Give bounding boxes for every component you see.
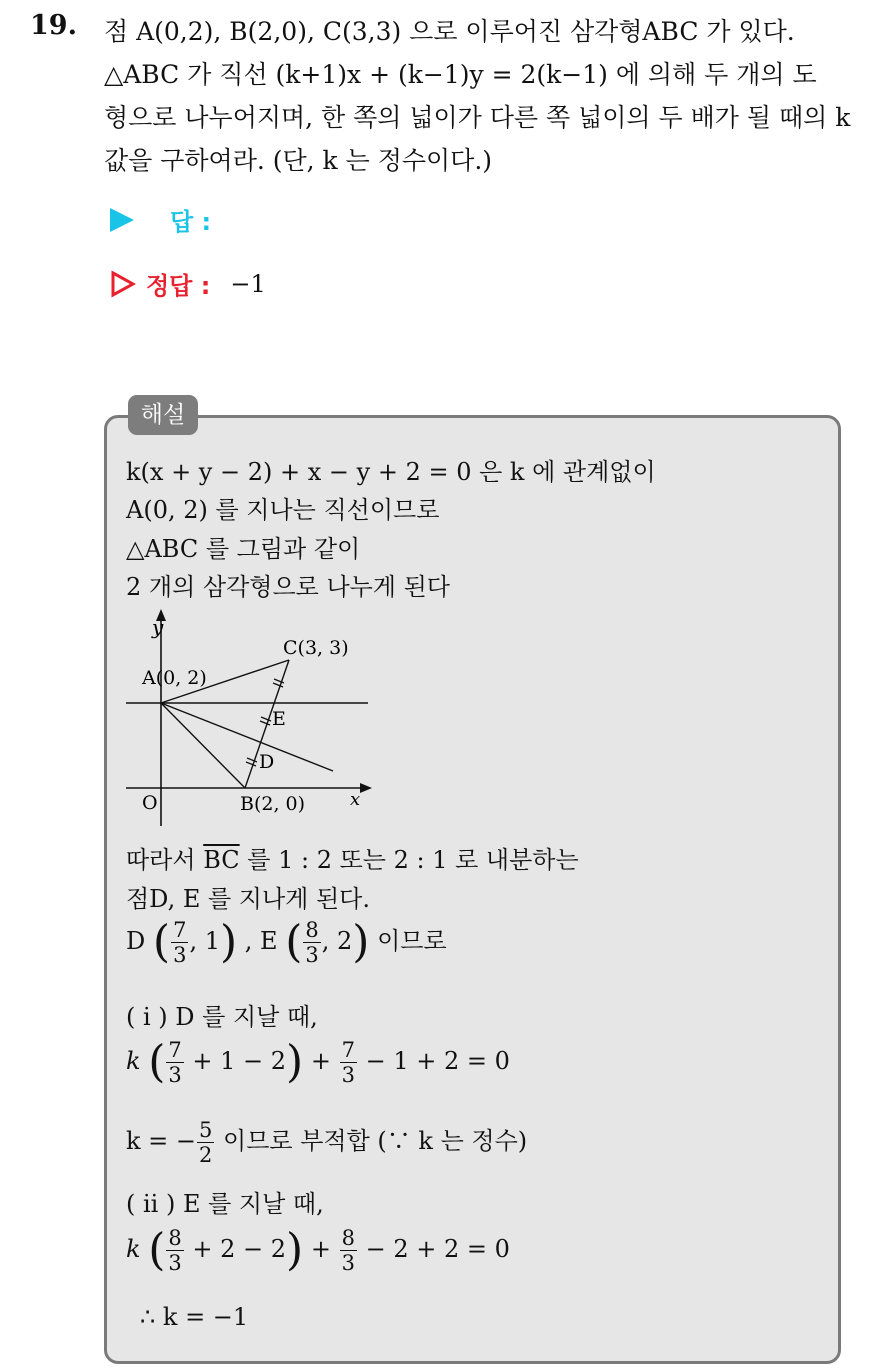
- eq1-k: k: [126, 1047, 141, 1075]
- label-origin: O: [142, 792, 158, 814]
- solution-line-1: k(x + y − 2) + x − y + 2 = 0 은 k 에 관계없이: [126, 458, 656, 486]
- solution-final: ∴ k = −1: [140, 1303, 249, 1331]
- question-text: [104, 10, 860, 182]
- point-E-y: , 2: [321, 927, 353, 955]
- label-D: D: [259, 751, 275, 773]
- eq2-tail: 이므로 부적합 (∵ k 는 정수): [223, 1127, 528, 1155]
- correct-answer-row: [110, 266, 266, 301]
- solution-line-2: A(0, 2) 를 지나는 직선이므로: [126, 496, 440, 524]
- line-AD: [161, 703, 333, 771]
- eq3-inner: + 2 − 2: [192, 1235, 287, 1263]
- triangle-figure: [120, 604, 380, 829]
- points-tail: 이므로: [377, 927, 447, 955]
- label-A: A(0, 2): [142, 667, 207, 689]
- eq3-plus: +: [310, 1235, 331, 1263]
- x-axis-arrow-icon: [360, 783, 372, 793]
- outline-triangle-icon: [110, 270, 136, 298]
- correct-answer-value: −1: [230, 269, 266, 298]
- side-AB: [161, 703, 245, 788]
- eq1-tail: − 1 + 2 = 0: [365, 1047, 510, 1075]
- solution-case-2: ( ii ) E 를 지날 때,: [126, 1190, 324, 1218]
- eq1-inner: + 1 − 2: [192, 1047, 287, 1075]
- question-line-4: 값을 구하여라. (단, k 는 정수이다.): [104, 146, 493, 175]
- point-D-y: , 1: [189, 927, 220, 955]
- paren-open: (: [285, 916, 303, 968]
- label-B: B(2, 0): [240, 793, 306, 815]
- paren-open: (: [148, 1036, 166, 1088]
- frac-8-3: $\frac{8}{3}$: [305, 918, 319, 967]
- eq2-head: k = −: [126, 1127, 197, 1155]
- frac-7-3-b: $\frac{7}{3}$: [341, 1038, 355, 1087]
- solution-eq-3: [126, 1226, 510, 1275]
- play-triangle-icon: [110, 208, 134, 232]
- answer-row: [110, 202, 211, 237]
- solution-tag: 해설: [128, 395, 198, 435]
- solution-line-6: 점D, E 를 지나게 된다.: [126, 885, 370, 913]
- label-E: E: [272, 708, 286, 730]
- question-number: 19.: [30, 10, 77, 41]
- paren-close: ): [219, 916, 238, 968]
- answer-label: 답 :: [170, 208, 212, 236]
- eq3-k: k: [126, 1235, 141, 1263]
- solution-eq-1: [126, 1038, 510, 1087]
- paren-close: ): [352, 916, 370, 968]
- eq1-plus: +: [310, 1047, 331, 1075]
- paren-close: ): [286, 1036, 304, 1088]
- paren-open: (: [148, 1224, 166, 1276]
- solution-line-5: [126, 840, 579, 875]
- frac-8-3-a: $\frac{8}{3}$: [168, 1226, 182, 1275]
- solution-eq-2: [126, 1118, 527, 1167]
- paren-close: ): [286, 1224, 304, 1276]
- correct-answer-label: 정답 :: [146, 272, 211, 300]
- point-D-label: D: [126, 927, 146, 955]
- label-C: C(3, 3): [283, 637, 349, 659]
- solution-points-line: [126, 918, 447, 967]
- eq3-tail: − 2 + 2 = 0: [365, 1235, 510, 1263]
- label-x: x: [350, 789, 361, 810]
- question-line-2: △ABC 가 직선 (k+1)x + (k−1)y = 2(k−1) 에 의해 두 개의 도: [104, 60, 817, 89]
- frac-5-2: $\frac{5}{2}$: [199, 1118, 213, 1167]
- paren-open: (: [152, 916, 171, 968]
- question-line-3: 형으로 나누어지며, 한 쪽의 넓이가 다른 쪽 넓이의 두 배가 될 때의 k: [104, 103, 851, 132]
- segment-BC: $\overline{BC}$: [203, 846, 240, 874]
- solution-line-4: 2 개의 삼각형으로 나누게 된다: [126, 573, 450, 601]
- point-E-label: , E: [244, 927, 278, 955]
- frac-7-3: $\frac{7}{3}$: [173, 918, 187, 967]
- frac-8-3-b: $\frac{8}{3}$: [341, 1226, 355, 1275]
- solution-line-3: △ABC 를 그림과 같이: [126, 535, 361, 563]
- solution-line-5-text: 따라서 $\overline{BC}$ 를 1 : 2 또는 2 : 1 로 내분하는: [126, 846, 579, 874]
- label-y: y: [152, 615, 164, 639]
- question-line-1: 점 A(0,2), B(2,0), C(3,3) 으로 이루어진 삼각형ABC 가 있다.: [104, 17, 795, 46]
- frac-7-3-a: $\frac{7}{3}$: [168, 1038, 182, 1087]
- solution-case-1: ( i ) D 를 지날 때,: [126, 1003, 318, 1031]
